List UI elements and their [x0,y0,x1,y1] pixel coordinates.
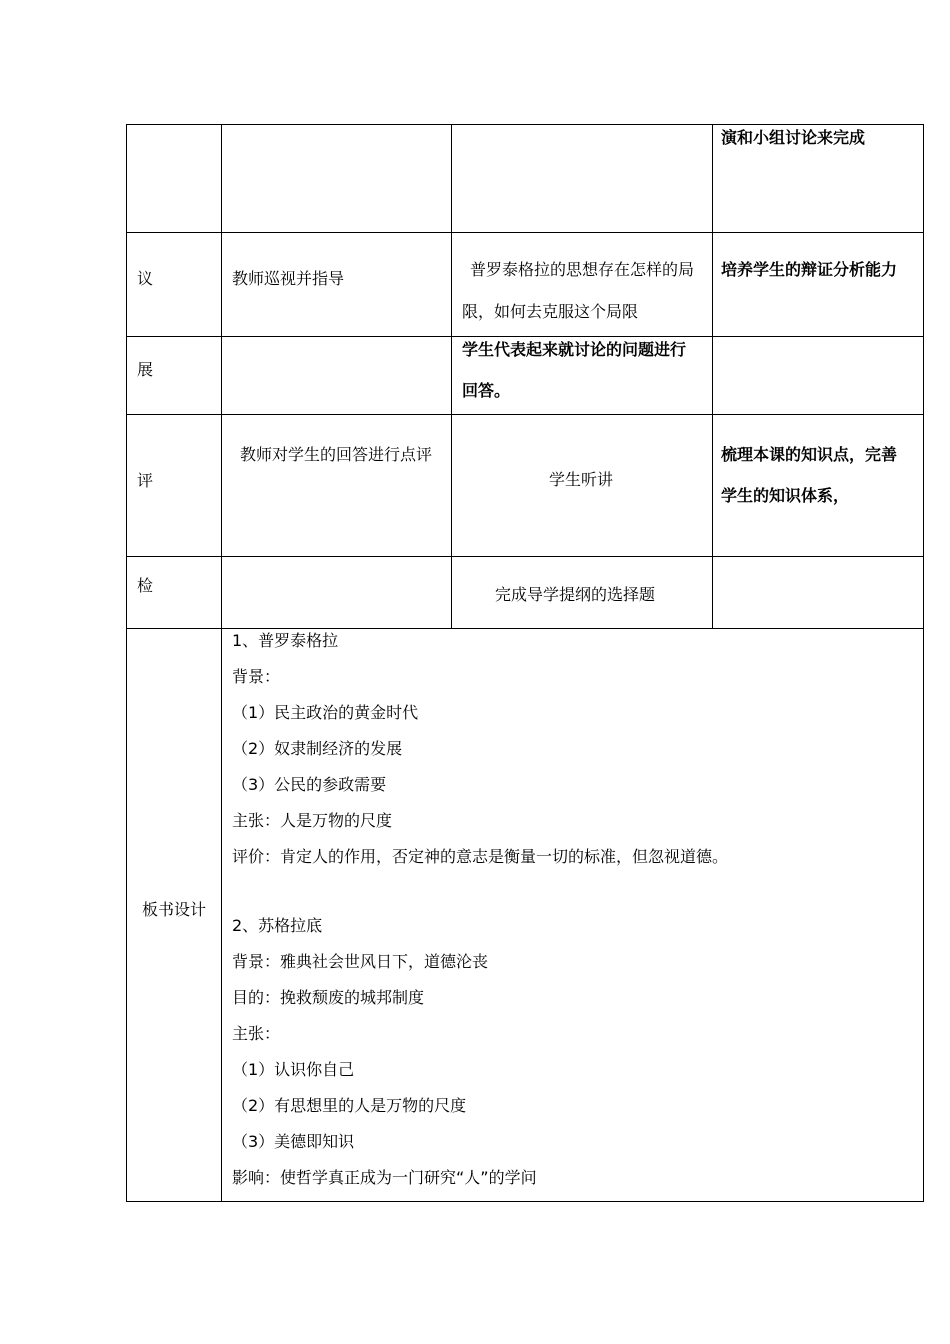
row-border [126,232,924,233]
board-line: 2、苏格拉底 [232,916,323,935]
board-line: （1）民主政治的黄金时代 [232,703,419,722]
row2-student-line2: 限，如何去克服这个局限 [462,302,639,321]
board-line: 影响：使哲学真正成为一门研究“人”的学问 [232,1168,537,1187]
col-border [126,124,127,1202]
row3-student-line2: 回答。 [462,381,511,400]
row2-stage: 议 [137,269,154,288]
row4-teacher: 教师对学生的回答进行点评 [240,445,433,464]
row4-goal-line1: 梳理本课的知识点，完善 [721,445,898,464]
row2-teacher: 教师巡视并指导 [232,269,345,288]
row-border [126,124,924,125]
col-border [451,124,452,628]
row-border [126,336,924,337]
board-label: 板书设计 [142,900,207,919]
col-border [221,124,222,1202]
row-border [126,1201,924,1202]
row-border [126,556,924,557]
board-line: （1）认识你自己 [232,1060,355,1079]
row-border [126,414,924,415]
lesson-plan-table [126,124,924,1202]
board-line: 主张：人是万物的尺度 [232,811,393,830]
row4-goal-line2: 学生的知识体系， [721,486,850,505]
board-line: （2）奴隶制经济的发展 [232,739,403,758]
row-border [126,628,924,629]
board-line: 背景：雅典社会世风日下，道德沦丧 [232,952,489,971]
row5-student: 完成导学提纲的选择题 [495,585,656,604]
board-line: 背景： [232,667,281,686]
board-line: 评价：肯定人的作用，否定神的意志是衡量一切的标准，但忽视道德。 [232,847,729,866]
board-line: 主张： [232,1024,281,1043]
board-line: 1、普罗泰格拉 [232,631,339,650]
board-line: （3）公民的参政需要 [232,775,387,794]
board-line: 目的：挽救颓废的城邦制度 [232,988,425,1007]
row4-student: 学生听讲 [549,470,614,489]
col-border [923,124,924,1202]
board-line: （3）美德即知识 [232,1132,355,1151]
row1-goal: 演和小组讨论来完成 [721,128,866,147]
row3-stage: 展 [137,360,154,379]
row3-student-line1: 学生代表起来就讨论的问题进行 [462,340,687,359]
row4-stage: 评 [137,471,154,490]
row2-student-line1: 普罗泰格拉的思想存在怎样的局 [470,260,695,279]
board-line: （2）有思想里的人是万物的尺度 [232,1096,467,1115]
col-border [712,124,713,628]
row2-goal: 培养学生的辩证分析能力 [721,260,898,279]
row5-stage: 检 [137,576,154,595]
